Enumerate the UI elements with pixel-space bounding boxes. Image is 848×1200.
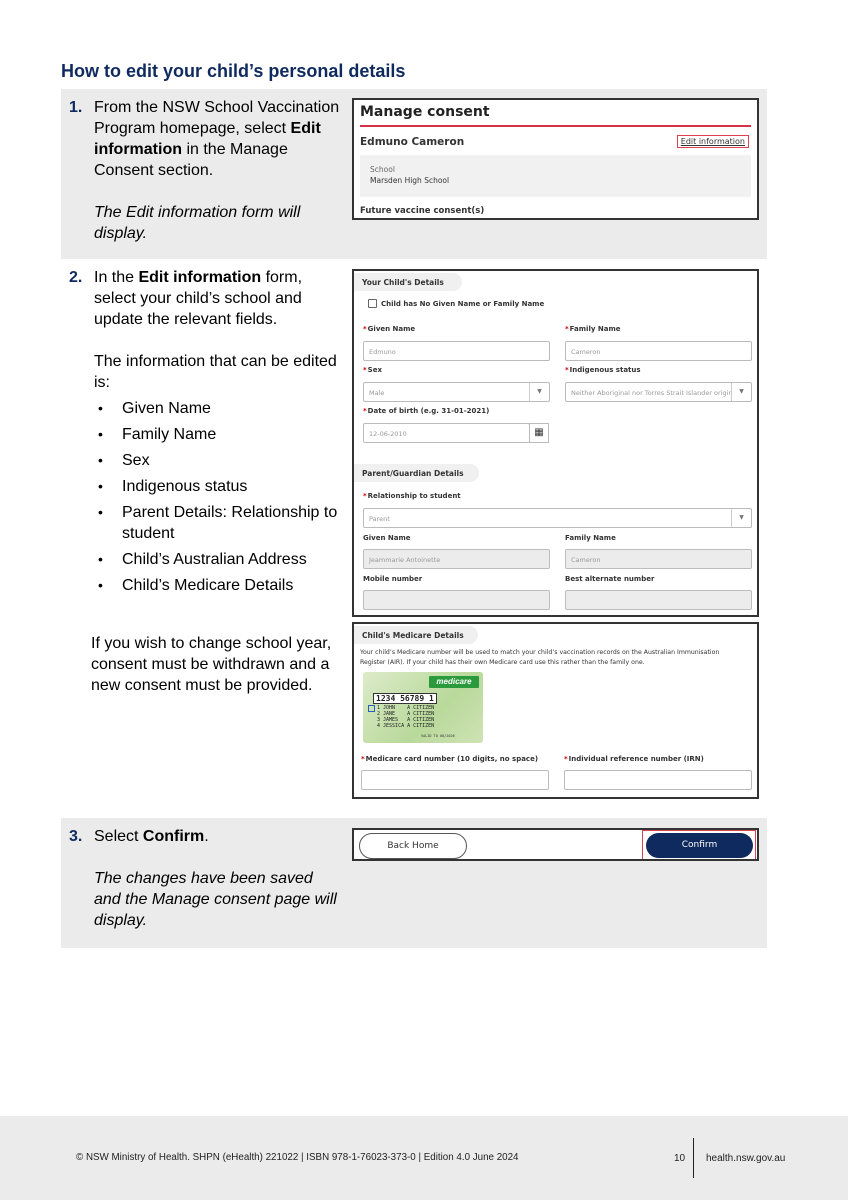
- website-link[interactable]: health.nsw.gov.au: [706, 1153, 786, 1164]
- calendar-icon[interactable]: ▦: [529, 423, 549, 443]
- back-home-button[interactable]: Back Home: [359, 833, 467, 859]
- footer-divider: [693, 1138, 694, 1178]
- child-name: Edmuno Cameron: [360, 136, 465, 148]
- given-name-label: *Given Name: [363, 325, 416, 333]
- school-label: School: [370, 165, 395, 174]
- confirm-button[interactable]: Confirm: [646, 833, 753, 858]
- manage-consent-screenshot: [352, 98, 759, 220]
- child-details-section-tab: Your Child's Details: [354, 273, 462, 291]
- school-panel: [360, 155, 751, 197]
- chevron-down-icon: ▼: [731, 383, 751, 401]
- confirm-actions-screenshot: [352, 828, 759, 861]
- list-item: • Child’s Medicare Details: [94, 575, 342, 596]
- future-consent-heading: Future vaccine consent(s): [360, 206, 485, 216]
- medicare-section-tab: Child's Medicare Details: [354, 626, 478, 644]
- page-number: 10: [674, 1153, 686, 1164]
- indigenous-status-label: *Indigenous status: [565, 366, 641, 374]
- relationship-select[interactable]: Parent ▼: [363, 508, 752, 528]
- step-1-number: 1.: [69, 99, 83, 116]
- irn-field[interactable]: [564, 770, 752, 790]
- no-name-checkbox-label: Child has No Given Name or Family Name: [381, 300, 545, 308]
- parent-given-name-label: Given Name: [363, 534, 411, 542]
- medicare-number-label: *Medicare card number (10 digits, no space): [361, 755, 539, 763]
- parent-family-name-field: Cameron: [565, 549, 752, 569]
- school-value: Marsden High School: [370, 176, 450, 185]
- medicare-card-number: 1234 56789 1: [373, 693, 437, 704]
- medicare-card-image: [363, 672, 483, 743]
- medicare-card-valid: VALID TO 08/2026: [421, 734, 455, 738]
- parent-family-name-label: Family Name: [565, 534, 616, 542]
- step-2-note: If you wish to change school year, consent must be withdrawn and a new consent must be provided.: [91, 635, 332, 694]
- no-name-checkbox[interactable]: [368, 299, 377, 308]
- family-name-field[interactable]: Cameron: [565, 341, 752, 361]
- page-heading: How to edit your child’s personal details: [61, 61, 406, 81]
- step-2-intro: The information that can be edited is:: [94, 353, 337, 391]
- list-item: • Sex: [94, 450, 342, 471]
- confirm-highlight: [642, 830, 756, 861]
- dob-field[interactable]: 12-06-2010: [363, 423, 530, 443]
- step-2-text: [94, 267, 342, 601]
- step-1-result: The Edit information form will display.: [94, 204, 301, 242]
- step-3-text: [94, 826, 342, 931]
- irn-label: *Individual reference number (IRN): [564, 755, 704, 763]
- step-3-number: 3.: [69, 828, 83, 845]
- chevron-down-icon: ▼: [731, 509, 751, 527]
- step-2-number: 2.: [69, 269, 83, 286]
- alternate-number-label: Best alternate number: [565, 575, 655, 583]
- medicare-details-screenshot: [352, 622, 759, 799]
- list-item: • Family Name: [94, 424, 342, 445]
- medicare-description: Your child’s Medicare number will be used to match your child’s vaccination records on the Australian Immunisation Register (AIR). If your child has their own Medicare card use this rather than the family one.: [360, 649, 720, 666]
- manage-consent-title: Manage consent: [360, 104, 490, 120]
- list-item: • Child’s Australian Address: [94, 549, 342, 570]
- chevron-down-icon: ▼: [529, 383, 549, 401]
- step-2-instruction: In the Edit information form, select your child’s school and update the relevant fields.: [94, 269, 303, 328]
- mobile-number-field[interactable]: [363, 590, 550, 610]
- step-1-text: [94, 97, 342, 244]
- edit-information-form-screenshot: [352, 269, 759, 617]
- given-name-field[interactable]: Edmuno: [363, 341, 550, 361]
- medicare-card-names: 1 JOHN A CITIZEN 2 JANE A CITIZEN 3 JAMES A CITIZEN 4 JESSICA A CITIZEN: [377, 705, 435, 729]
- irn-highlight: [368, 705, 375, 712]
- medicare-number-field[interactable]: [361, 770, 549, 790]
- relationship-label: *Relationship to student: [363, 492, 461, 500]
- indigenous-status-select[interactable]: Neither Aboriginal nor Torres Strait Islander origin ▼: [565, 382, 752, 402]
- edit-information-link[interactable]: Edit information: [677, 135, 749, 148]
- sex-select[interactable]: Male ▼: [363, 382, 550, 402]
- family-name-label: *Family Name: [565, 325, 621, 333]
- dob-label: *Date of birth (e.g. 31-01-2021): [363, 407, 490, 415]
- list-item: • Indigenous status: [94, 476, 342, 497]
- alternate-number-field[interactable]: [565, 590, 752, 610]
- step-3-instruction: Select Confirm.: [94, 828, 209, 845]
- medicare-logo: medicare: [429, 676, 479, 688]
- step-3-result: The changes have been saved and the Manage consent page will display.: [94, 870, 337, 929]
- sex-label: *Sex: [363, 366, 382, 374]
- accent-divider: [360, 125, 751, 127]
- list-item: • Given Name: [94, 398, 342, 419]
- list-item: • Parent Details: Relationship to student: [94, 502, 342, 544]
- copyright-text: © NSW Ministry of Health. SHPN (eHealth) 221022 | ISBN 978-1-76023-373-0 | Edition 4.0 June 2024: [76, 1152, 519, 1163]
- step-1-instruction: From the NSW School Vaccination Program homepage, select Edit information in the Manage Consent section.: [94, 99, 340, 179]
- parent-given-name-field: Jeammarie Antoinette: [363, 549, 550, 569]
- page-footer: [0, 1116, 848, 1200]
- editable-fields-list: [94, 398, 342, 596]
- parent-details-section-tab: Parent/Guardian Details: [354, 464, 479, 482]
- mobile-number-label: Mobile number: [363, 575, 423, 583]
